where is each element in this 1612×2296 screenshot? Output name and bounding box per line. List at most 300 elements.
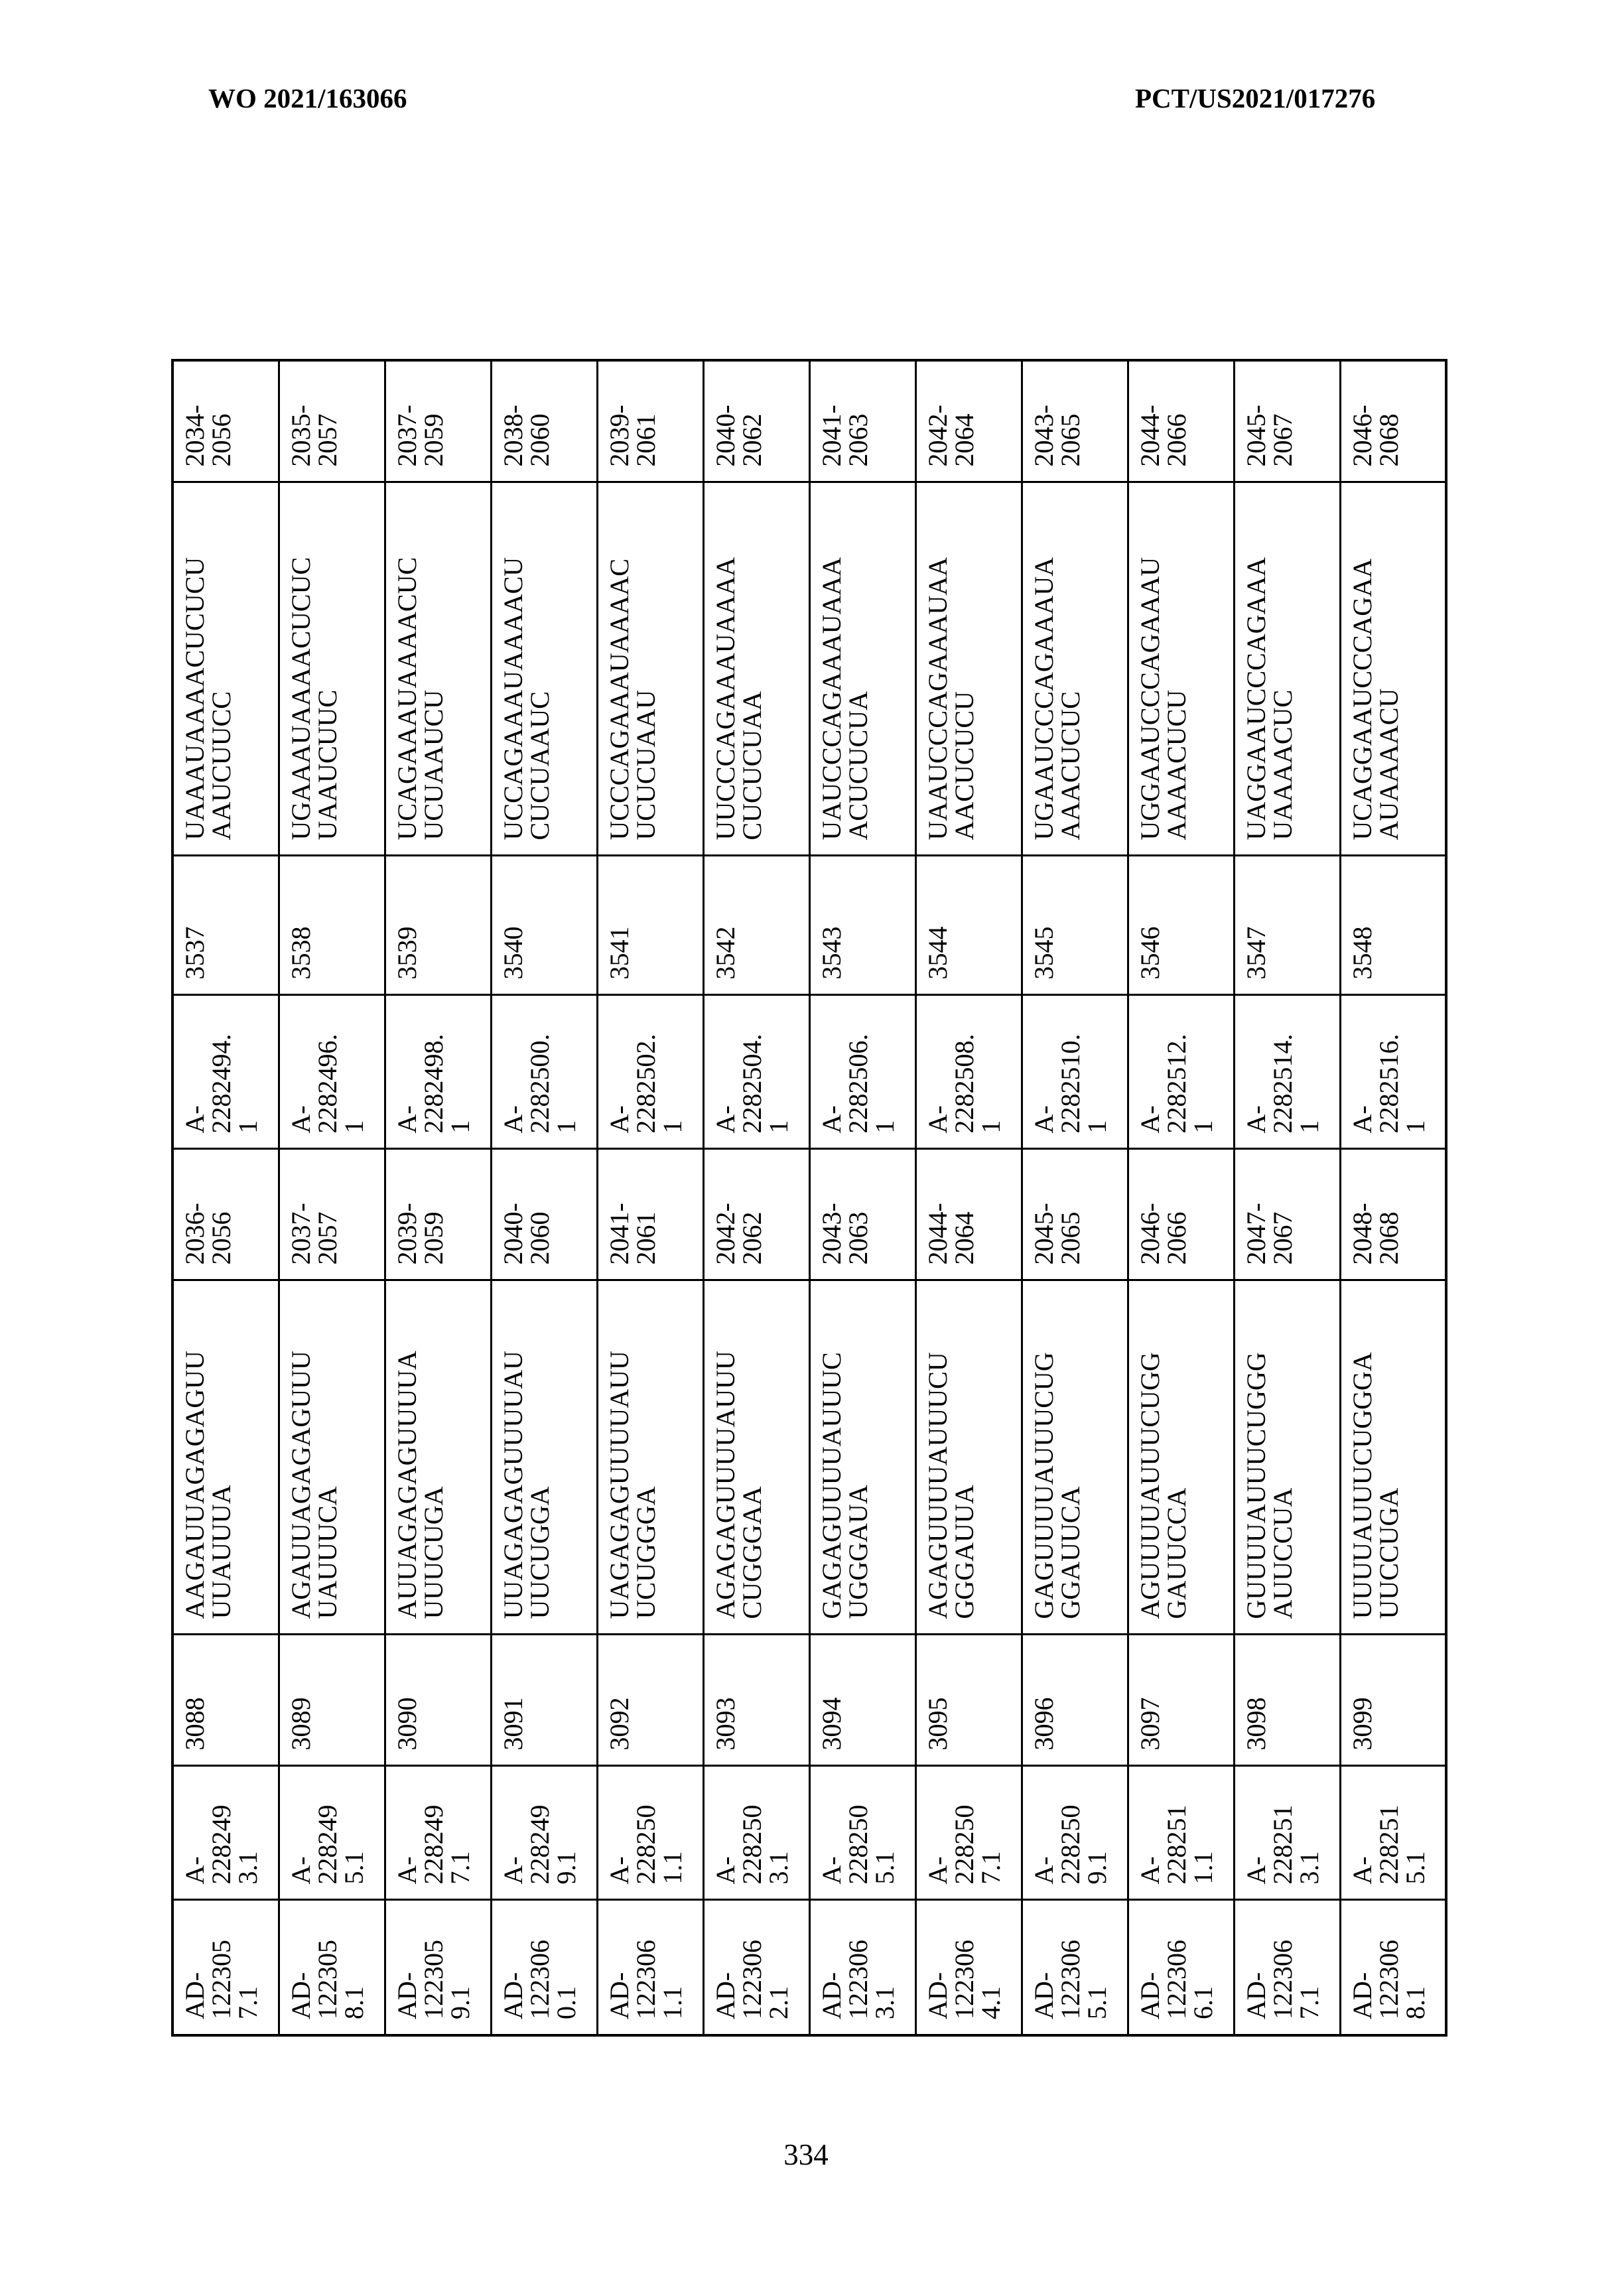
cell-line: 2064 [949,1211,979,1265]
cell-line: 9.1 [1081,1851,1112,1885]
cell-line: GGAUUCA [1055,1486,1085,1619]
cell-line: 2042- [710,1203,740,1265]
cell-sense-seq-id [385,1635,491,1766]
cell-line: 122305 [206,1940,236,2019]
table-row [1022,360,1128,2035]
cell-antisense-range [1234,360,1340,482]
cell-antisense-id [703,995,809,1149]
cell-line: 1 [657,1120,687,1134]
cell-sense-sequence [172,1280,279,1635]
cell-line: 122306 [524,1940,555,2019]
cell-sense-sequence [1022,1280,1128,1635]
cell-line: 2063 [842,1211,873,1265]
cell-line: GUUUUAUUUCUGGG [1241,1352,1271,1619]
cell-line: UCUAAUCU [418,689,448,841]
cell-line: AD- [285,1972,316,2019]
cell-antisense-range [279,360,385,482]
cell-line: UGAAAUAAAACUCUC [285,557,316,841]
cell-line: UUCCCAGAAAUAAAA [710,557,740,841]
cell-line: UCAGGAAUCCCAGAA [1347,559,1377,841]
cell-line: AGAGUUUUAUUUCU [922,1352,953,1619]
cell-line: UUCUGGA [524,1486,555,1619]
cell-sense-sequence [1128,1280,1234,1635]
cell-duplex-id [172,1900,279,2035]
table-row [491,360,597,2035]
cell-sense-id [1234,1766,1340,1900]
cell-sense-range [1340,1149,1446,1280]
cell-line: A- [391,1105,422,1134]
cell-line: 228249 [418,1804,448,1885]
cell-sense-id [915,1766,1022,1900]
cell-antisense-sequence [703,482,809,856]
cell-line: A- [498,1105,528,1134]
cell-line: 3545 [1028,926,1059,980]
cell-line: 5.1 [338,1851,369,1885]
cell-line: 3096 [1028,1697,1059,1751]
cell-sense-seq-id [703,1635,809,1766]
cell-sense-seq-id [279,1635,385,1766]
cell-line: 2045- [1241,405,1271,467]
cell-line: 2068 [1373,413,1404,467]
cell-line: 1 [763,1120,793,1134]
cell-line: 2057 [312,1211,342,1265]
cell-antisense-range [915,360,1022,482]
cell-line: 0.1 [551,1986,581,2019]
cell-line: CUCUAAUC [524,691,555,841]
cell-antisense-id [279,995,385,1149]
cell-antisense-id [172,995,279,1149]
cell-antisense-seq-id [597,856,703,995]
cell-line: GGGAUUA [949,1485,979,1619]
table-row [385,360,491,2035]
cell-line: AD- [604,1972,634,2019]
cell-line: 2282516. [1373,1034,1404,1134]
cell-antisense-seq-id [1128,856,1234,995]
cell-antisense-sequence [279,482,385,856]
cell-line: 3538 [285,926,316,980]
cell-antisense-sequence [809,482,915,856]
cell-line: 2282500. [524,1034,555,1134]
cell-antisense-seq-id [172,856,279,995]
cell-sense-sequence [1234,1280,1340,1635]
cell-antisense-sequence [1234,482,1340,856]
cell-antisense-sequence [915,482,1022,856]
cell-line: 2067 [1267,1211,1298,1265]
cell-line: 2038- [498,405,528,467]
table-row [915,360,1022,2035]
cell-line: 2065 [1055,413,1085,467]
cell-sense-id [1128,1766,1234,1900]
cell-sense-range [597,1149,703,1280]
cell-sense-seq-id [597,1635,703,1766]
publication-number: WO 2021/163066 [208,83,407,113]
cell-line: AGUUUUAUUUCUGG [1134,1352,1165,1619]
cell-line: 3539 [391,926,422,980]
cell-line: A- [1134,1856,1165,1885]
cell-line: 2040- [710,405,740,467]
cell-duplex-id [703,1900,809,2035]
cell-duplex-id [385,1900,491,2035]
cell-line: 122306 [630,1940,661,2019]
cell-line: 3099 [1347,1697,1377,1751]
cell-line: 3542 [710,926,740,980]
cell-antisense-id [1128,995,1234,1149]
cell-antisense-id [1022,995,1128,1149]
cell-line: UUCCUGA [1373,1487,1404,1619]
cell-line: 2037- [391,405,422,467]
cell-line: 2059 [418,413,448,467]
cell-line: A- [1241,1856,1271,1885]
cell-line: 2282508. [949,1034,979,1134]
cell-duplex-id [1128,1900,1234,2035]
cell-line: A- [180,1856,210,1885]
cell-line: 228251 [1161,1804,1191,1885]
application-number: PCT/US2021/017276 [1135,83,1376,113]
cell-line: 2035- [285,405,316,467]
cell-line: UAAUCCCAGAAAUAA [922,557,953,841]
cell-line: UGGGAUA [842,1485,873,1619]
cell-line: 2068 [1373,1211,1404,1265]
cell-line: UCCAGAAAUAAAACU [498,557,528,841]
cell-line: 122306 [1055,1940,1085,2019]
cell-line: 1.1 [1187,1851,1218,1885]
cell-line: 3091 [498,1697,528,1751]
cell-line: 2282510. [1055,1034,1085,1134]
cell-sense-id [1022,1766,1128,1900]
cell-line: 2046- [1347,405,1377,467]
cell-sense-id [597,1766,703,1900]
cell-line: 3546 [1134,926,1165,980]
cell-line: 122305 [312,1940,342,2019]
cell-line: 2056 [206,1211,236,1265]
cell-line: 3540 [498,926,528,980]
cell-sense-id [1340,1766,1446,1900]
cell-line: 2044- [922,1203,953,1265]
cell-line: 2047- [1241,1203,1271,1265]
cell-line: 1 [1294,1120,1324,1134]
cell-line: 9.1 [444,1986,475,2019]
cell-antisense-sequence [597,482,703,856]
cell-antisense-id [491,995,597,1149]
cell-line: A- [922,1856,953,1885]
cell-line: 2282512. [1161,1034,1191,1134]
cell-line: 2282514. [1267,1034,1298,1134]
cell-line: 122306 [1267,1940,1298,2019]
cell-line: GAGUUUUAUUUCUG [1028,1352,1059,1619]
cell-line: UUUCUGA [418,1486,448,1619]
cell-line: 1 [869,1120,900,1134]
cell-line: 2066 [1161,1211,1191,1265]
cell-line: 3088 [180,1697,210,1751]
cell-antisense-range [491,360,597,482]
cell-line: A- [1241,1105,1271,1134]
cell-line: 1 [975,1120,1006,1134]
cell-line: A- [816,1856,846,1885]
cell-line: A- [285,1856,316,1885]
cell-line: AAACUCUC [1055,691,1085,841]
cell-line: AAGAUUAGAGAGUU [180,1351,210,1619]
cell-antisense-sequence [1022,482,1128,856]
cell-antisense-seq-id [1234,856,1340,995]
cell-line: 3544 [922,926,953,980]
cell-line: UAAAUAAAACUCUCU [180,557,210,841]
cell-sense-range [385,1149,491,1280]
cell-sense-id [279,1766,385,1900]
cell-line: 228250 [949,1804,979,1885]
cell-sense-range [1128,1149,1234,1280]
cell-line: 122306 [1373,1940,1404,2019]
cell-line: A- [1028,1856,1059,1885]
cell-line: 3089 [285,1697,316,1751]
cell-line: 2282498. [418,1034,448,1134]
cell-line: 1 [1187,1120,1218,1134]
cell-line: 2041- [604,1203,634,1265]
cell-line: UAGGAAUCCCAGAAA [1241,557,1271,841]
cell-line: UAUCCCAGAAAUAAA [816,557,846,841]
cell-line: 2063 [842,413,873,467]
cell-line: 7.1 [233,1986,263,2019]
cell-line: 3.1 [763,1851,793,1885]
table-row [809,360,915,2035]
cell-line: AUUCCUA [1267,1487,1298,1619]
cell-duplex-id [809,1900,915,2035]
cell-antisense-seq-id [915,856,1022,995]
cell-sense-id [172,1766,279,1900]
cell-sense-sequence [809,1280,915,1635]
cell-line: A- [180,1105,210,1134]
cell-sense-range [809,1149,915,1280]
cell-line: 8.1 [338,1986,369,2019]
cell-line: 2042- [922,405,953,467]
cell-antisense-range [703,360,809,482]
cell-line: 3543 [816,926,846,980]
cell-line: AD- [1134,1972,1165,2019]
cell-line: AGAUUAGAGAGUUU [285,1351,316,1619]
cell-line: AD- [180,1972,210,2019]
cell-line: 2048- [1347,1203,1377,1265]
cell-line: UAGAGAGUUUUAUU [604,1351,634,1619]
cell-line: AD- [816,1972,846,2019]
cell-line: 2043- [1028,405,1059,467]
cell-line: GAUUCCA [1161,1487,1191,1619]
cell-sense-range [279,1149,385,1280]
cell-line: 4.1 [975,1986,1006,2019]
cell-line: UCUCUAAU [630,689,661,841]
cell-line: 2282502. [630,1034,661,1134]
cell-line: AAUCUUCC [206,691,236,841]
cell-line: A- [391,1856,422,1885]
cell-line: 122305 [418,1940,448,2019]
cell-line: A- [1134,1105,1165,1134]
cell-line: 3541 [604,926,634,980]
cell-line: 2039- [604,405,634,467]
cell-line: 2282506. [842,1034,873,1134]
table-row [1128,360,1234,2035]
cell-line: 7.1 [1294,1986,1324,2019]
cell-line: 2037- [285,1203,316,1265]
cell-line: 2059 [418,1211,448,1265]
cell-line: 2041- [816,405,846,467]
cell-line: 3547 [1241,926,1271,980]
cell-line: 1 [444,1120,475,1134]
cell-line: UUAGAGAGUUUUAU [498,1351,528,1619]
cell-line: AUUAGAGAGUUUUA [391,1351,422,1619]
cell-line: 3095 [922,1697,953,1751]
cell-line: UAUUUCA [312,1486,342,1619]
cell-line: UGGAAUCCCAGAAAU [1134,557,1165,841]
cell-line: UCUGGGA [630,1486,661,1619]
cell-line: 2039- [391,1203,422,1265]
cell-line: 2061 [630,413,661,467]
cell-line: A- [710,1856,740,1885]
cell-antisense-seq-id [1022,856,1128,995]
cell-line: UCCCAGAAAUAAAAC [604,559,634,841]
cell-antisense-id [1234,995,1340,1149]
table-row [279,360,385,2035]
cell-line: 2062 [736,1211,767,1265]
cell-antisense-id [809,995,915,1149]
cell-line: 2056 [206,413,236,467]
cell-sense-seq-id [1234,1635,1340,1766]
cell-antisense-range [1128,360,1234,482]
cell-line: AD- [391,1972,422,2019]
cell-line: 9.1 [551,1851,581,1885]
cell-sense-sequence [385,1280,491,1635]
cell-sense-sequence [915,1280,1022,1635]
cell-line: 228250 [736,1804,767,1885]
cell-duplex-id [1022,1900,1128,2035]
cell-sense-seq-id [1128,1635,1234,1766]
cell-line: 122306 [949,1940,979,2019]
cell-line: AD- [922,1972,953,2019]
cell-antisense-seq-id [491,856,597,995]
cell-sense-sequence [491,1280,597,1635]
cell-line: A- [285,1105,316,1134]
cell-antisense-seq-id [703,856,809,995]
cell-line: 2065 [1055,1211,1085,1265]
cell-line: 228249 [524,1804,555,1885]
cell-line: 228249 [312,1804,342,1885]
cell-line: 2282494. [206,1034,236,1134]
cell-line: CUGGGAA [736,1486,767,1619]
cell-line: AAAACUCU [1161,689,1191,841]
cell-line: AD- [1347,1972,1377,2019]
cell-line: AACUCUCU [949,691,979,841]
cell-line: 2.1 [763,1986,793,2019]
cell-sense-id [809,1766,915,1900]
cell-line: A- [1347,1856,1377,1885]
cell-line: 2057 [312,413,342,467]
cell-line: 2282496. [312,1034,342,1134]
cell-line: 2060 [524,413,555,467]
cell-line: A- [1347,1105,1377,1134]
cell-line: 5.1 [1400,1851,1430,1885]
cell-line: 122306 [842,1940,873,2019]
cell-antisense-seq-id [809,856,915,995]
cell-antisense-seq-id [1340,856,1446,995]
cell-line: 1 [233,1120,263,1134]
cell-antisense-range [809,360,915,482]
cell-line: 2060 [524,1211,555,1265]
cell-line: UGAAUCCCAGAAAUA [1028,557,1059,841]
cell-line: 3.1 [869,1986,900,2019]
cell-line: AD- [1028,1972,1059,2019]
cell-line: AD- [710,1972,740,2019]
cell-antisense-id [385,995,491,1149]
cell-line: 228250 [630,1804,661,1885]
cell-sense-seq-id [1022,1635,1128,1766]
cell-line: 7.1 [444,1851,475,1885]
cell-antisense-id [1340,995,1446,1149]
cell-line: 5.1 [869,1851,900,1885]
cell-duplex-id [597,1900,703,2035]
cell-sense-range [172,1149,279,1280]
cell-line: 228250 [1055,1804,1085,1885]
cell-duplex-id [1340,1900,1446,2035]
cell-line: UAAAACUC [1267,689,1298,841]
cell-sense-seq-id [172,1635,279,1766]
cell-antisense-seq-id [279,856,385,995]
cell-line: 1.1 [657,1851,687,1885]
cell-line: UUAUUUA [206,1485,236,1619]
table-row [172,360,279,2035]
cell-line: 3097 [1134,1697,1165,1751]
cell-sense-range [1234,1149,1340,1280]
cell-line: 1 [1081,1120,1112,1134]
cell-antisense-range [597,360,703,482]
cell-line: 2067 [1267,413,1298,467]
cell-line: 8.1 [1400,1986,1430,2019]
cell-antisense-range [172,360,279,482]
cell-line: CUCUCUAA [736,691,767,841]
cell-duplex-id [491,1900,597,2035]
cell-line: 1.1 [657,1986,687,2019]
cell-line: 2061 [630,1211,661,1265]
cell-line: 228249 [206,1804,236,1885]
cell-sense-range [915,1149,1022,1280]
cell-line: A- [816,1105,846,1134]
cell-line: UAAUCUUC [312,689,342,841]
cell-line: 3537 [180,926,210,980]
sirna-duplex-table [171,359,1447,2037]
cell-line: 3548 [1347,926,1377,980]
cell-line: 1 [338,1120,369,1134]
cell-sense-range [1022,1149,1128,1280]
cell-antisense-seq-id [385,856,491,995]
cell-line: 1 [1400,1120,1430,1134]
cell-sense-seq-id [809,1635,915,1766]
cell-line: 2046- [1134,1203,1165,1265]
cell-duplex-id [1234,1900,1340,2035]
cell-sense-id [491,1766,597,1900]
cell-line: 228251 [1373,1804,1404,1885]
cell-line: 228251 [1267,1804,1298,1885]
cell-sense-sequence [279,1280,385,1635]
cell-line: 2034- [180,405,210,467]
cell-sense-sequence [1340,1280,1446,1635]
cell-line: 2062 [736,413,767,467]
cell-sense-seq-id [915,1635,1022,1766]
cell-sense-range [703,1149,809,1280]
cell-line: 3.1 [233,1851,263,1885]
cell-sense-id [385,1766,491,1900]
cell-line: 3093 [710,1697,740,1751]
cell-antisense-range [385,360,491,482]
cell-sense-range [491,1149,597,1280]
cell-antisense-range [1022,360,1128,482]
cell-line: UUUUAUUUCUGGGA [1347,1352,1377,1619]
page-number: 334 [783,2138,829,2171]
